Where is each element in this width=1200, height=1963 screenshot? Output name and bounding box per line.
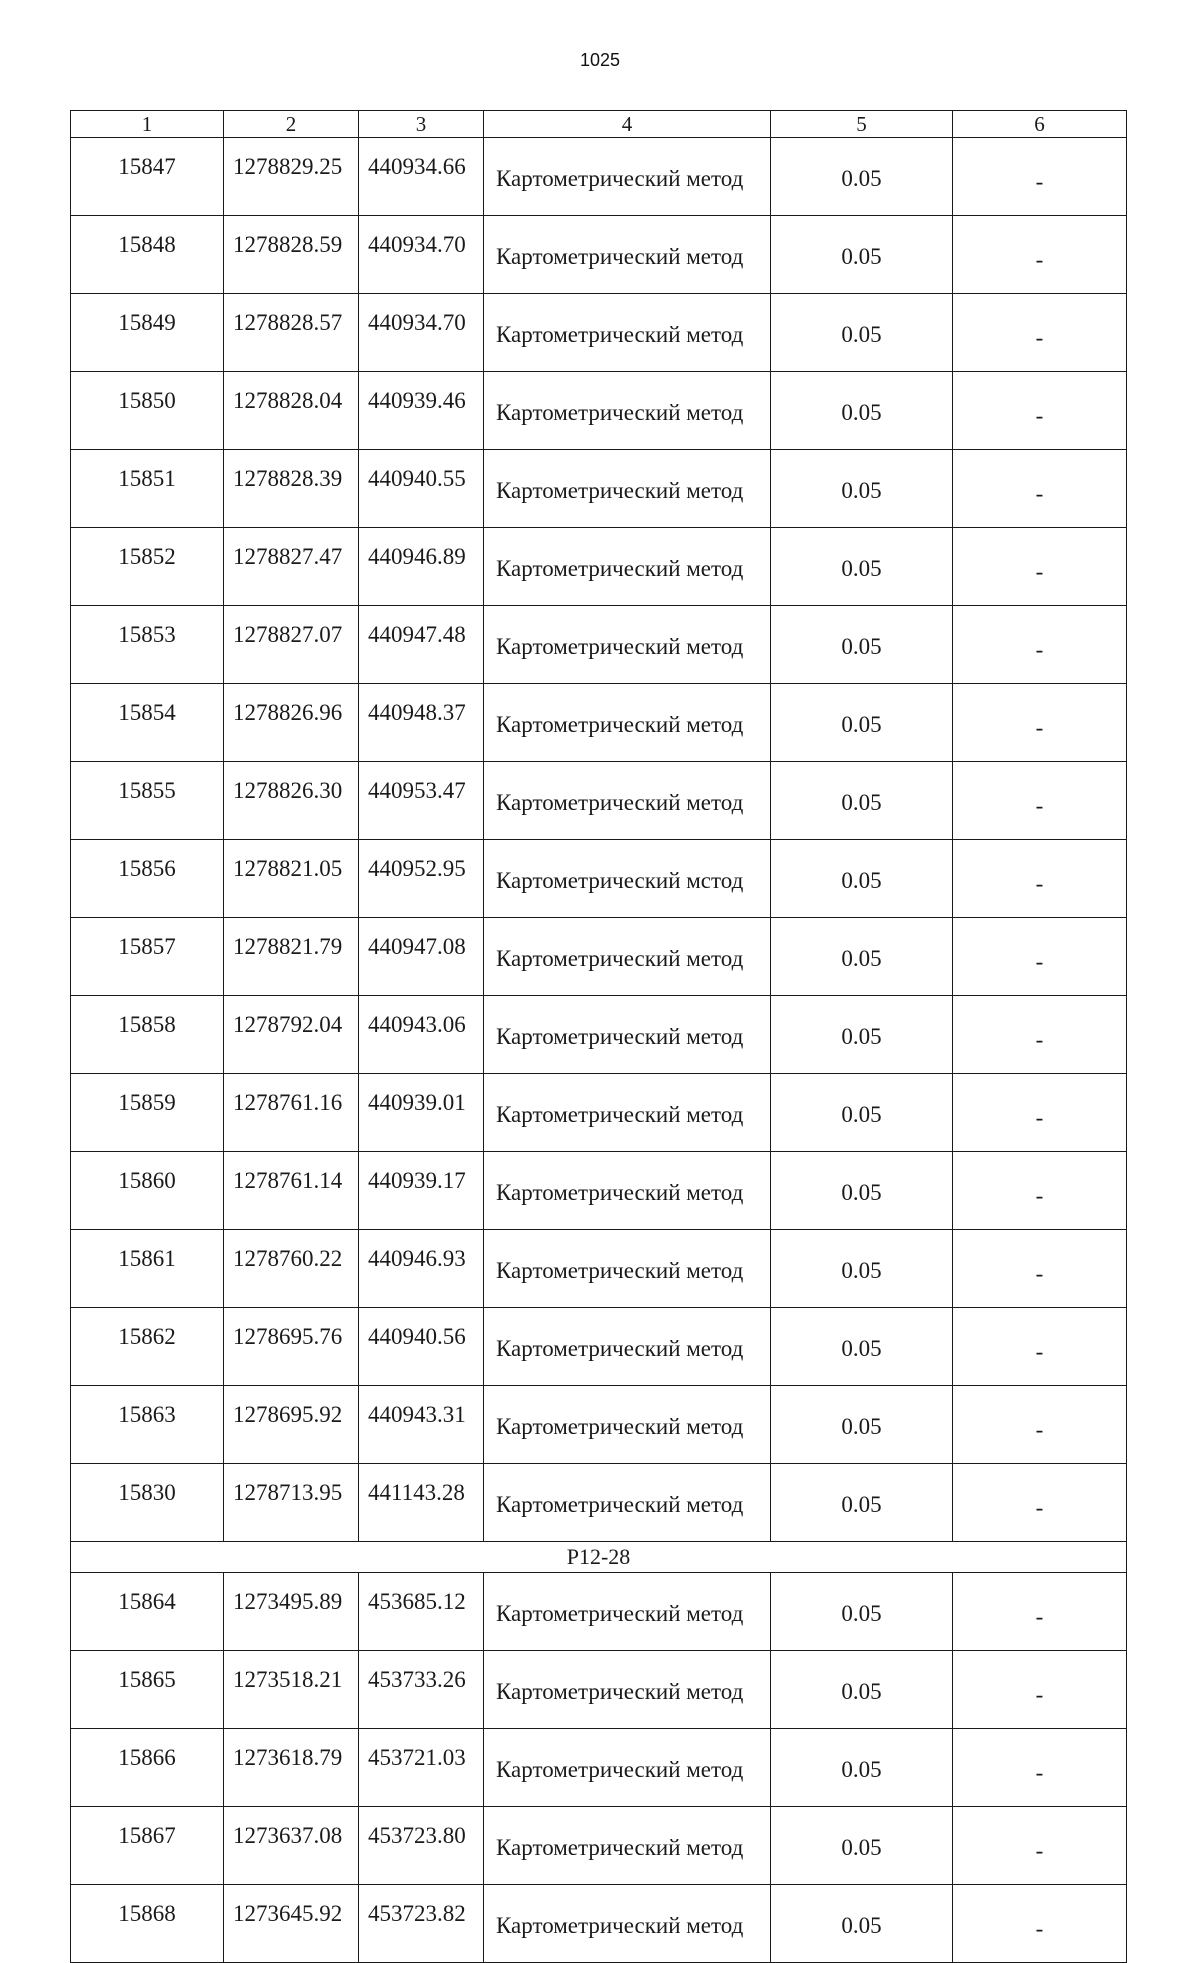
- note-cell: -: [953, 1729, 1127, 1807]
- note-cell: -: [953, 1651, 1127, 1729]
- accuracy-cell: 0.05: [771, 1651, 953, 1729]
- point-number-cell: 15854: [71, 684, 224, 762]
- method-cell: Картометрический метод: [484, 918, 771, 996]
- note-cell: -: [953, 996, 1127, 1074]
- column-header: 1: [71, 111, 224, 138]
- method-cell: Картометрический метод: [484, 1573, 771, 1651]
- note-cell: -: [953, 606, 1127, 684]
- x-coordinate-cell: 1278827.07: [224, 606, 359, 684]
- point-number-cell: 15849: [71, 294, 224, 372]
- accuracy-cell: 0.05: [771, 1074, 953, 1152]
- x-coordinate-cell: 1278761.16: [224, 1074, 359, 1152]
- point-number-cell: 15864: [71, 1573, 224, 1651]
- point-number-cell: 15866: [71, 1729, 224, 1807]
- note-cell: -: [953, 1464, 1127, 1542]
- table-row: [71, 1807, 1127, 1885]
- x-coordinate-cell: 1273637.08: [224, 1807, 359, 1885]
- accuracy-cell: 0.05: [771, 1152, 953, 1230]
- accuracy-cell: 0.05: [771, 1807, 953, 1885]
- method-cell: Картометрический метод: [484, 216, 771, 294]
- point-number-cell: 15867: [71, 1807, 224, 1885]
- accuracy-cell: 0.05: [771, 1386, 953, 1464]
- x-coordinate-cell: 1278695.76: [224, 1308, 359, 1386]
- note-cell: -: [953, 918, 1127, 996]
- table-row: [71, 1651, 1127, 1729]
- method-cell: Картометрический мстод: [484, 840, 771, 918]
- accuracy-cell: 0.05: [771, 372, 953, 450]
- method-cell: Картометрический метод: [484, 1152, 771, 1230]
- point-number-cell: 15852: [71, 528, 224, 606]
- table-row: [71, 1573, 1127, 1651]
- column-header: 4: [484, 111, 771, 138]
- accuracy-cell: 0.05: [771, 1308, 953, 1386]
- table-row: [71, 216, 1127, 294]
- method-cell: Картометрический метод: [484, 1464, 771, 1542]
- column-header: 5: [771, 111, 953, 138]
- table-row: [71, 372, 1127, 450]
- point-number-cell: 15853: [71, 606, 224, 684]
- note-cell: -: [953, 762, 1127, 840]
- y-coordinate-cell: 440934.70: [359, 216, 484, 294]
- accuracy-cell: 0.05: [771, 996, 953, 1074]
- point-number-cell: 15851: [71, 450, 224, 528]
- point-number-cell: 15860: [71, 1152, 224, 1230]
- y-coordinate-cell: 440943.06: [359, 996, 484, 1074]
- y-coordinate-cell: 441143.28: [359, 1464, 484, 1542]
- y-coordinate-cell: 440934.66: [359, 138, 484, 216]
- table-row: [71, 1386, 1127, 1464]
- point-number-cell: 15847: [71, 138, 224, 216]
- accuracy-cell: 0.05: [771, 1729, 953, 1807]
- accuracy-cell: 0.05: [771, 1464, 953, 1542]
- y-coordinate-cell: 440939.17: [359, 1152, 484, 1230]
- method-cell: Картометрический метод: [484, 684, 771, 762]
- column-header: 3: [359, 111, 484, 138]
- note-cell: -: [953, 1074, 1127, 1152]
- table-row: [71, 684, 1127, 762]
- x-coordinate-cell: 1278713.95: [224, 1464, 359, 1542]
- table-row: [71, 1885, 1127, 1963]
- point-number-cell: 15855: [71, 762, 224, 840]
- accuracy-cell: 0.05: [771, 762, 953, 840]
- x-coordinate-cell: 1273618.79: [224, 1729, 359, 1807]
- y-coordinate-cell: 440952.95: [359, 840, 484, 918]
- point-number-cell: 15856: [71, 840, 224, 918]
- note-cell: -: [953, 372, 1127, 450]
- y-coordinate-cell: 440934.70: [359, 294, 484, 372]
- section-row: [71, 1542, 1127, 1573]
- note-cell: -: [953, 528, 1127, 606]
- y-coordinate-cell: 440948.37: [359, 684, 484, 762]
- point-number-cell: 15857: [71, 918, 224, 996]
- accuracy-cell: 0.05: [771, 1573, 953, 1651]
- note-cell: -: [953, 840, 1127, 918]
- y-coordinate-cell: 440953.47: [359, 762, 484, 840]
- note-cell: -: [953, 1807, 1127, 1885]
- y-coordinate-cell: 453723.82: [359, 1885, 484, 1963]
- x-coordinate-cell: 1278827.47: [224, 528, 359, 606]
- method-cell: Картометрический метод: [484, 1386, 771, 1464]
- table-row: [71, 996, 1127, 1074]
- accuracy-cell: 0.05: [771, 1885, 953, 1963]
- accuracy-cell: 0.05: [771, 528, 953, 606]
- table-row: [71, 294, 1127, 372]
- method-cell: Картометрический метод: [484, 1729, 771, 1807]
- point-number-cell: 15850: [71, 372, 224, 450]
- x-coordinate-cell: 1278821.79: [224, 918, 359, 996]
- y-coordinate-cell: 440947.48: [359, 606, 484, 684]
- note-cell: -: [953, 1386, 1127, 1464]
- y-coordinate-cell: 440940.55: [359, 450, 484, 528]
- method-cell: Картометрический метод: [484, 762, 771, 840]
- note-cell: -: [953, 1308, 1127, 1386]
- x-coordinate-cell: 1278828.04: [224, 372, 359, 450]
- accuracy-cell: 0.05: [771, 918, 953, 996]
- table-row: [71, 138, 1127, 216]
- x-coordinate-cell: 1273495.89: [224, 1573, 359, 1651]
- x-coordinate-cell: 1273518.21: [224, 1651, 359, 1729]
- note-cell: -: [953, 1230, 1127, 1308]
- point-number-cell: 15848: [71, 216, 224, 294]
- x-coordinate-cell: 1278828.39: [224, 450, 359, 528]
- table-row: [71, 1152, 1127, 1230]
- point-number-cell: 15865: [71, 1651, 224, 1729]
- method-cell: Картометрический метод: [484, 528, 771, 606]
- section-label: Р12-28: [71, 1542, 1127, 1573]
- note-cell: -: [953, 1885, 1127, 1963]
- note-cell: -: [953, 1152, 1127, 1230]
- y-coordinate-cell: 453721.03: [359, 1729, 484, 1807]
- accuracy-cell: 0.05: [771, 138, 953, 216]
- y-coordinate-cell: 440939.46: [359, 372, 484, 450]
- method-cell: Картометрический метод: [484, 996, 771, 1074]
- table-row: [71, 1230, 1127, 1308]
- method-cell: Картометрический метод: [484, 1885, 771, 1963]
- point-number-cell: 15863: [71, 1386, 224, 1464]
- x-coordinate-cell: 1278826.96: [224, 684, 359, 762]
- y-coordinate-cell: 440947.08: [359, 918, 484, 996]
- method-cell: Картометрический метод: [484, 606, 771, 684]
- table-row: [71, 918, 1127, 996]
- table-row: [71, 762, 1127, 840]
- note-cell: -: [953, 138, 1127, 216]
- y-coordinate-cell: 440946.93: [359, 1230, 484, 1308]
- method-cell: Картометрический метод: [484, 138, 771, 216]
- note-cell: -: [953, 684, 1127, 762]
- y-coordinate-cell: 440940.56: [359, 1308, 484, 1386]
- method-cell: Картометрический метод: [484, 1651, 771, 1729]
- method-cell: Картометрический метод: [484, 1807, 771, 1885]
- x-coordinate-cell: 1278821.05: [224, 840, 359, 918]
- accuracy-cell: 0.05: [771, 450, 953, 528]
- method-cell: Картометрический метод: [484, 1074, 771, 1152]
- x-coordinate-cell: 1273645.92: [224, 1885, 359, 1963]
- x-coordinate-cell: 1278760.22: [224, 1230, 359, 1308]
- note-cell: -: [953, 294, 1127, 372]
- column-header: 6: [953, 111, 1127, 138]
- x-coordinate-cell: 1278828.57: [224, 294, 359, 372]
- y-coordinate-cell: 453723.80: [359, 1807, 484, 1885]
- y-coordinate-cell: 440939.01: [359, 1074, 484, 1152]
- note-cell: -: [953, 450, 1127, 528]
- note-cell: -: [953, 216, 1127, 294]
- method-cell: Картометрический метод: [484, 450, 771, 528]
- accuracy-cell: 0.05: [771, 840, 953, 918]
- accuracy-cell: 0.05: [771, 606, 953, 684]
- y-coordinate-cell: 440943.31: [359, 1386, 484, 1464]
- x-coordinate-cell: 1278829.25: [224, 138, 359, 216]
- method-cell: Картометрический метод: [484, 372, 771, 450]
- point-number-cell: 15859: [71, 1074, 224, 1152]
- accuracy-cell: 0.05: [771, 684, 953, 762]
- method-cell: Картометрический метод: [484, 1308, 771, 1386]
- x-coordinate-cell: 1278826.30: [224, 762, 359, 840]
- table-row: [71, 1464, 1127, 1542]
- x-coordinate-cell: 1278792.04: [224, 996, 359, 1074]
- table-row: [71, 1308, 1127, 1386]
- method-cell: Картометрический метод: [484, 1230, 771, 1308]
- method-cell: Картометрический метод: [484, 294, 771, 372]
- point-number-cell: 15868: [71, 1885, 224, 1963]
- page-number: 1025: [579, 50, 621, 70]
- x-coordinate-cell: 1278761.14: [224, 1152, 359, 1230]
- point-number-cell: 15862: [71, 1308, 224, 1386]
- table-row: [71, 1729, 1127, 1807]
- point-number-cell: 15858: [71, 996, 224, 1074]
- header-row: [71, 111, 1127, 138]
- table-row: [71, 528, 1127, 606]
- accuracy-cell: 0.05: [771, 294, 953, 372]
- table-row: [71, 606, 1127, 684]
- coordinates-table: [70, 110, 1127, 1963]
- note-cell: -: [953, 1573, 1127, 1651]
- point-number-cell: 15861: [71, 1230, 224, 1308]
- y-coordinate-cell: 453733.26: [359, 1651, 484, 1729]
- table-row: [71, 840, 1127, 918]
- y-coordinate-cell: 440946.89: [359, 528, 484, 606]
- accuracy-cell: 0.05: [771, 1230, 953, 1308]
- y-coordinate-cell: 453685.12: [359, 1573, 484, 1651]
- table-row: [71, 450, 1127, 528]
- column-header: 2: [224, 111, 359, 138]
- table-row: [71, 1074, 1127, 1152]
- x-coordinate-cell: 1278828.59: [224, 216, 359, 294]
- x-coordinate-cell: 1278695.92: [224, 1386, 359, 1464]
- point-number-cell: 15830: [71, 1464, 224, 1542]
- accuracy-cell: 0.05: [771, 216, 953, 294]
